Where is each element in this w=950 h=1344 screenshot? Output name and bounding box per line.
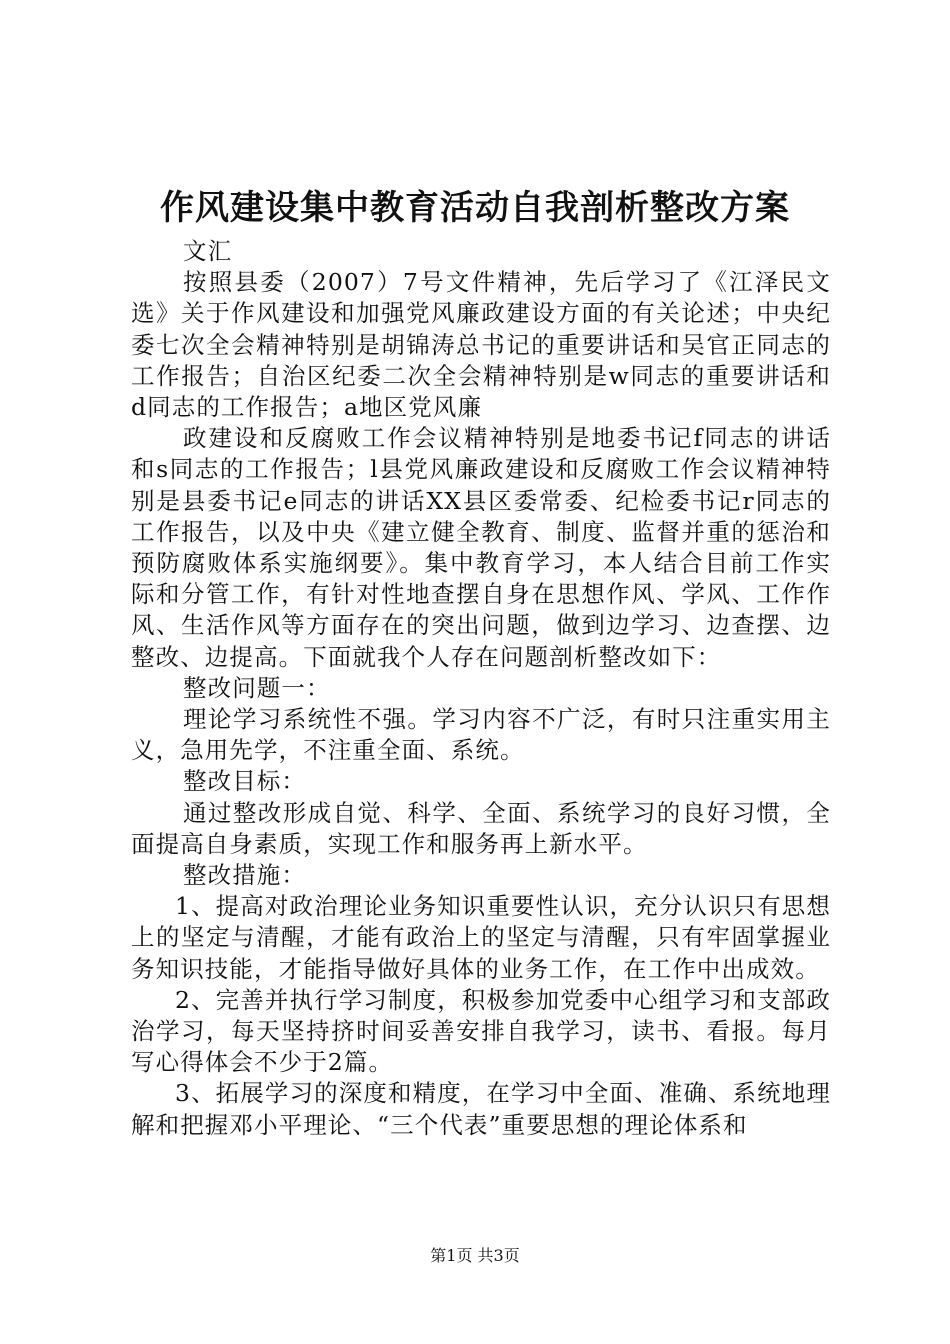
paragraph-problem-1: 理论学习系统性不强。学习内容不广泛，有时只注重实用主义，急用先学，不注重全面、系统。 <box>131 705 831 765</box>
section-heading-measures: 整改措施： <box>183 861 306 890</box>
paragraph-2: 政建设和反腐败工作会议精神特别是地委书记f同志的讲话和s同志的工作报告；l县党风廉政建设和反腐败工作会议精神特别是县委书记e同志的讲话XX县区委常委、纪检委书记r同志的工作报告，以及中央《建立健全教育、制度、监督并重的惩治和预防腐败体系实施纲要》。集中教育学习，本人结合目前工作实际和分管工作，有针对性地查摆自身在思想作风、学风、工作作风、生活作风等方面存在的突出问题，做到边学习、边查摆、边整改、边提高。下面就我个人存在问题剖析整改如下： <box>131 424 831 671</box>
paragraph-1: 按照县委（2007）7号文件精神，先后学习了《江泽民文选》关于作风建设和加强党风廉政建设方面的有关论述；中央纪委七次全会精神特别是胡锦涛总书记的重要讲话和吴官正同志的工作报告；自治区纪委二次全会精神特别是w同志的重要讲话和d同志的工作报告；a地区党风廉 <box>131 268 831 422</box>
author-line: 文汇 <box>183 237 233 265</box>
document-body <box>131 236 831 1141</box>
document-title: 作风建设集中教育活动自我剖析整改方案 <box>160 188 790 228</box>
page-footer: 第1页 共3页 <box>430 1246 520 1265</box>
measure-item-1: 1、提高对政治理论业务知识重要性认识，充分认识只有思想上的坚定与清醒，才能有政治上的坚定与清醒，只有牢固掌握业务知识技能，才能指导做好具体的业务工作，在工作中出成效。 <box>131 892 831 983</box>
measure-item-3: 3、拓展学习的深度和精度，在学习中全面、准确、系统地理解和把握邓小平理论、“三个代表”重要思想的理论体系和 <box>131 1079 831 1139</box>
section-heading-problem-1: 整改问题一： <box>183 673 331 702</box>
section-heading-goal: 整改目标： <box>183 767 306 796</box>
paragraph-goal: 通过整改形成自觉、科学、全面、系统学习的良好习惯，全面提高自身素质，实现工作和服务再上新水平。 <box>131 798 831 858</box>
measure-item-2: 2、完善并执行学习制度，积极参加党委中心组学习和支部政治学习，每天坚持挤时间妥善安排自我学习，读书、看报。每月写心得体会不少于2篇。 <box>131 985 831 1077</box>
